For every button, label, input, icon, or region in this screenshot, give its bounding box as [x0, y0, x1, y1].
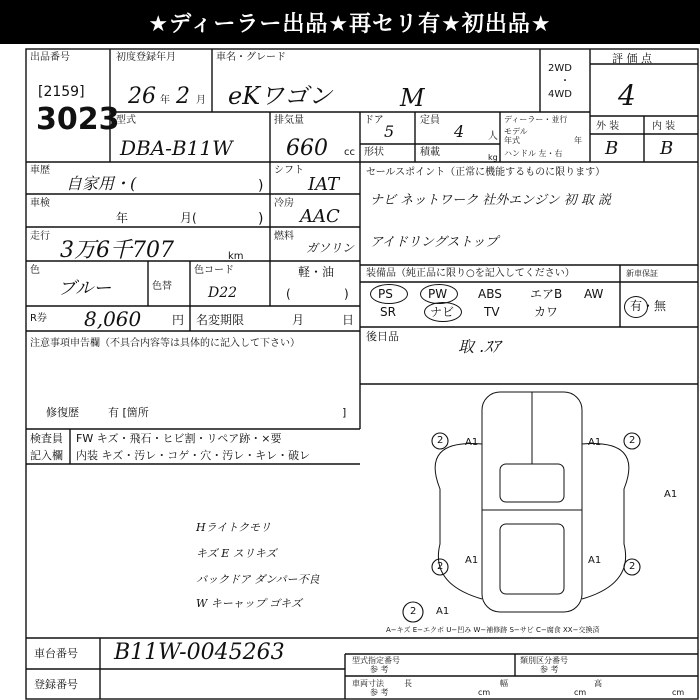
- interior-label: 内 装: [652, 121, 676, 132]
- inspection-sheet: [0, 44, 700, 700]
- footer-cm-2: cm: [574, 688, 587, 697]
- aircon-label: 冷房: [274, 198, 294, 209]
- repair-value: 有 [箇所: [108, 406, 149, 419]
- model-label: 型式: [116, 115, 136, 126]
- registration-month-unit: 月: [196, 95, 206, 106]
- displacement-label: 排気量: [274, 115, 304, 126]
- color-code: D22: [208, 285, 238, 301]
- footer-cm-1: cm: [478, 688, 491, 697]
- load-label: 積載: [420, 147, 440, 158]
- inspection-label: 車検: [30, 198, 50, 209]
- nameterm-label: 名変期限: [196, 313, 245, 327]
- footer-cm-3: cm: [672, 688, 685, 697]
- color-code-label: 色コード: [194, 265, 234, 276]
- displacement-unit: cc: [344, 147, 355, 158]
- dealer-banner: ★ディーラー出品★再セリ有★初出品★: [0, 0, 700, 44]
- equip-sr: SR: [380, 305, 396, 319]
- color-value: ブルー: [58, 278, 112, 299]
- recycle-unit: 円: [172, 313, 185, 327]
- lot-label: 出品番号: [30, 52, 70, 63]
- lot-number: 3023: [36, 102, 120, 137]
- footer-ref-3: 参 考: [370, 688, 389, 697]
- exterior-label: 外 装: [596, 121, 620, 132]
- registration-year: 26: [128, 84, 156, 109]
- shape-label: 形状: [364, 147, 384, 158]
- fuel-gasoline: ガソリン: [306, 241, 355, 255]
- registration-label: 初度登録年月: [116, 52, 176, 63]
- diagram-mark: A1: [465, 437, 479, 448]
- model-year-tag: モデル: [504, 127, 528, 136]
- shift-label: シフト: [274, 165, 304, 176]
- equip-leather: カワ: [534, 305, 559, 319]
- footer-height: 高: [594, 679, 602, 688]
- footer-length: 長: [404, 679, 412, 688]
- footer-ref-2: 参 考: [540, 665, 559, 674]
- diagram-mark: 2: [437, 435, 444, 446]
- diagram-mark: A1: [465, 555, 479, 566]
- model-year-label: 年式: [504, 136, 520, 145]
- diagram-mark: A1: [588, 555, 602, 566]
- doors-value: 5: [384, 122, 395, 141]
- diagram-mark: 2: [437, 561, 444, 572]
- diagram-mark: 2: [629, 435, 636, 446]
- circle-navi: [424, 302, 462, 322]
- circle-pw: [420, 284, 458, 304]
- diagram-mark: A1: [664, 489, 678, 500]
- mileage-label: 走行: [30, 231, 50, 242]
- car-name: eKワゴン: [228, 82, 333, 110]
- drive-4wd: 4WD: [548, 89, 572, 100]
- nameterm-day: 日: [342, 313, 355, 327]
- drive-2wd: 2WD: [548, 63, 572, 74]
- footer-ref-1: 参 考: [370, 665, 389, 674]
- inspector-label: 検査員: [30, 432, 63, 445]
- diagram-mark: 2: [410, 606, 417, 617]
- evaluation-label: 評 価 点: [612, 52, 652, 65]
- sales-label: セールスポイント（正常に機能するものに限ります）: [366, 167, 606, 178]
- doors-label: ドア: [364, 115, 384, 126]
- shift-value: IAT: [308, 174, 340, 195]
- fuel-close: ): [344, 287, 349, 301]
- capacity-value: 4: [454, 122, 465, 141]
- nameterm-month: 月: [292, 313, 305, 327]
- recycle-label: R券: [30, 313, 47, 324]
- footer-type-number: 型式指定番号: [352, 656, 400, 665]
- footer-class-number: 類別区分番号: [520, 656, 568, 665]
- circle-ps: [370, 284, 408, 304]
- evaluation-score: 4: [618, 79, 636, 112]
- inspection-month-unit: 月(: [180, 211, 197, 225]
- repair-label: 修復歴: [46, 406, 79, 419]
- chassis-value: B11W-0045263: [114, 640, 285, 665]
- inspector-row2: 内装 キズ・汚レ・コゲ・穴・汚レ・キレ・破レ: [76, 449, 311, 462]
- circle-warranty: [624, 296, 648, 318]
- handle-label: ハンドル 左・右: [504, 149, 563, 158]
- recycle-value: 8,060: [84, 307, 142, 331]
- footer-width: 幅: [500, 679, 508, 688]
- inspector-row1: FW キズ・飛石・ヒビ割・リペア跡・×要: [76, 432, 282, 445]
- model-value: DBA-B11W: [120, 136, 233, 160]
- capacity-label: 定員: [420, 115, 440, 126]
- inspection-year-unit: 年: [116, 211, 129, 225]
- model-year-unit: 年: [574, 136, 582, 145]
- interior-grade: B: [660, 138, 674, 159]
- warranty-label: 新車保証: [626, 269, 658, 278]
- damage-legend: A−キズ E−エクボ U−凹み W−補修跡 S−サビ C−腐食 XX−交換済: [386, 626, 600, 634]
- mileage-unit: km: [228, 251, 244, 262]
- car-name-label: 車名・グレード: [216, 52, 286, 63]
- sales-line1: ナビ ネットワーク 社外エンジン 初 取 説: [370, 193, 612, 208]
- equip-tv: TV: [484, 305, 500, 319]
- registration-year-unit: 年: [160, 95, 170, 106]
- sales-line2: アイドリングストップ: [370, 235, 499, 250]
- fuel-label: 燃料: [274, 231, 294, 242]
- equip-warranty: 有・無: [630, 299, 667, 313]
- capacity-unit: 人: [488, 131, 498, 142]
- inspection-close: ): [258, 211, 264, 227]
- fuel-diesel: 軽・油: [298, 265, 335, 279]
- registration-month: 2: [176, 84, 190, 109]
- displacement-value: 660: [286, 136, 328, 161]
- sheet-grid: [0, 44, 700, 700]
- fuel-open: (: [286, 287, 291, 301]
- remark-3: バックドア ダンパー不良: [196, 573, 320, 586]
- equip-navi: ナビ: [430, 305, 455, 319]
- equip-abs: ABS: [478, 287, 502, 301]
- notes-label: 注意事項申告欄（不具合内容等は具体的に記入して下さい）: [30, 338, 300, 349]
- car-grade: M: [400, 84, 425, 112]
- back-seat-value: 取 .ｽｱ: [458, 337, 501, 356]
- equip-airbag: エアB: [530, 287, 563, 301]
- color-label: 色: [30, 265, 40, 276]
- diagram-mark: 2: [629, 561, 636, 572]
- drive-separator: ・: [560, 76, 570, 87]
- exterior-grade: B: [605, 138, 619, 159]
- lot-subnumber: [2159]: [38, 84, 85, 100]
- remark-2: キズ E スリキズ: [196, 547, 277, 560]
- color-tint-label: 色替: [152, 281, 172, 292]
- equip-ps: PS: [378, 287, 393, 301]
- diagram-mark: A1: [436, 606, 450, 617]
- remark-1: Hライトクモリ: [196, 521, 272, 534]
- regnum-label: 登録番号: [34, 678, 78, 691]
- diagram-mark: A1: [588, 437, 602, 448]
- load-unit: kg: [488, 153, 498, 162]
- usage-label: 車歴: [30, 165, 50, 176]
- equip-pw: PW: [428, 287, 448, 301]
- back-seat-label: 後日品: [366, 330, 399, 343]
- footer-dimensions: 車両寸法: [352, 679, 384, 688]
- remark-4: W キーャップ ゴキズ: [196, 597, 302, 610]
- usage-value: 自家用・(: [66, 174, 137, 193]
- aircon-value: AAC: [300, 206, 340, 227]
- mileage-value: 3万6千707: [60, 238, 174, 263]
- entry-label: 記入欄: [30, 449, 63, 462]
- repair-close: ]: [342, 406, 347, 419]
- equip-aw: AW: [584, 287, 604, 301]
- dealer-label: ディーラー・並行: [504, 115, 568, 124]
- usage-close: ): [258, 178, 264, 194]
- chassis-label: 車台番号: [34, 647, 78, 660]
- equipment-label: 装備品（純正品に限り○を記入してください）: [366, 268, 575, 279]
